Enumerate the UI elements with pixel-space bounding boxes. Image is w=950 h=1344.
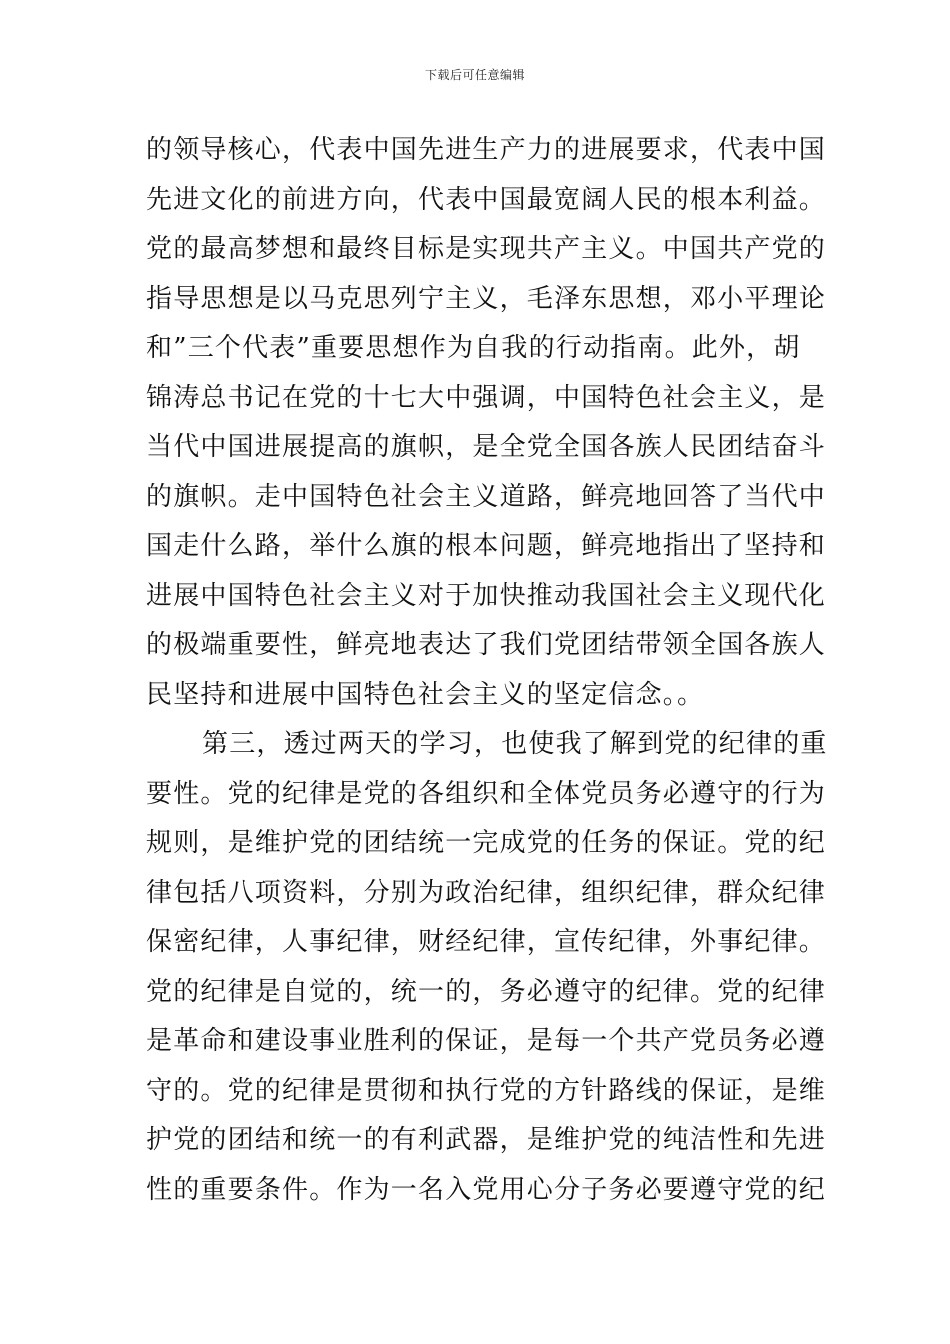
text-line: 性的重要条件。作为一名入党用心分子务必要遵守党的纪 bbox=[146, 1174, 827, 1205]
text-line: 的旗帜。走中国特色社会主义道路，鲜亮地回答了当代中 bbox=[146, 481, 827, 512]
text-line: 党的最高梦想和最终目标是实现共产主义。中国共产党的 bbox=[146, 234, 827, 264]
text-line: 规则，是维护党的团结统一完成党的任务的保证。党的纪 bbox=[146, 828, 827, 858]
text-line: 民坚持和进展中国特色社会主义的坚定信念。。 bbox=[146, 679, 705, 710]
text-line: 的极端重要性，鲜亮地表达了我们党团结带领全国各族人 bbox=[146, 630, 827, 660]
text-line: 和”三个代表”重要思想作为自我的行动指南。此外，胡 bbox=[146, 333, 801, 363]
text-line: 保密纪律，人事纪律，财经纪律，宣传纪律，外事纪律。 bbox=[146, 927, 827, 957]
text-line: 护党的团结和统一的有利武器，是维护党的纯洁性和先进 bbox=[146, 1125, 827, 1155]
text-line: 是革命和建设事业胜利的保证，是每一个共产党员务必遵 bbox=[146, 1026, 827, 1056]
text-line: 进展中国特色社会主义对于加快推动我国社会主义现代化 bbox=[146, 580, 827, 611]
body-text bbox=[146, 126, 846, 1215]
text-line: 守的。党的纪律是贯彻和执行党的方针路线的保证，是维 bbox=[146, 1075, 827, 1106]
paragraph-start-line: 第三，透过两天的学习，也使我了解到党的纪律的重 bbox=[202, 729, 828, 759]
text-line: 律包括八项资料，分别为政治纪律，组织纪律，群众纪律 bbox=[146, 877, 827, 908]
text-line: 的领导核心，代表中国先进生产力的进展要求，代表中国 bbox=[146, 135, 827, 165]
page-header: 下载后可任意编辑 bbox=[424, 68, 525, 82]
text-line: 党的纪律是自觉的，统一的，务必遵守的纪律。党的纪律 bbox=[146, 976, 827, 1007]
text-line: 先进文化的前进方向，代表中国最宽阔人民的根本利益。 bbox=[146, 184, 827, 215]
text-line: 指导思想是以马克思列宁主义，毛泽东思想，邓小平理论 bbox=[146, 283, 827, 314]
text-line: 要性。党的纪律是党的各组织和全体党员务必遵守的行为 bbox=[146, 778, 827, 809]
text-line: 国走什么路，举什么旗的根本问题，鲜亮地指出了坚持和 bbox=[146, 531, 827, 561]
text-line: 锦涛总书记在党的十七大中强调，中国特色社会主义，是 bbox=[146, 382, 827, 413]
text-line: 当代中国进展提高的旗帜，是全党全国各族人民团结奋斗 bbox=[146, 432, 827, 462]
